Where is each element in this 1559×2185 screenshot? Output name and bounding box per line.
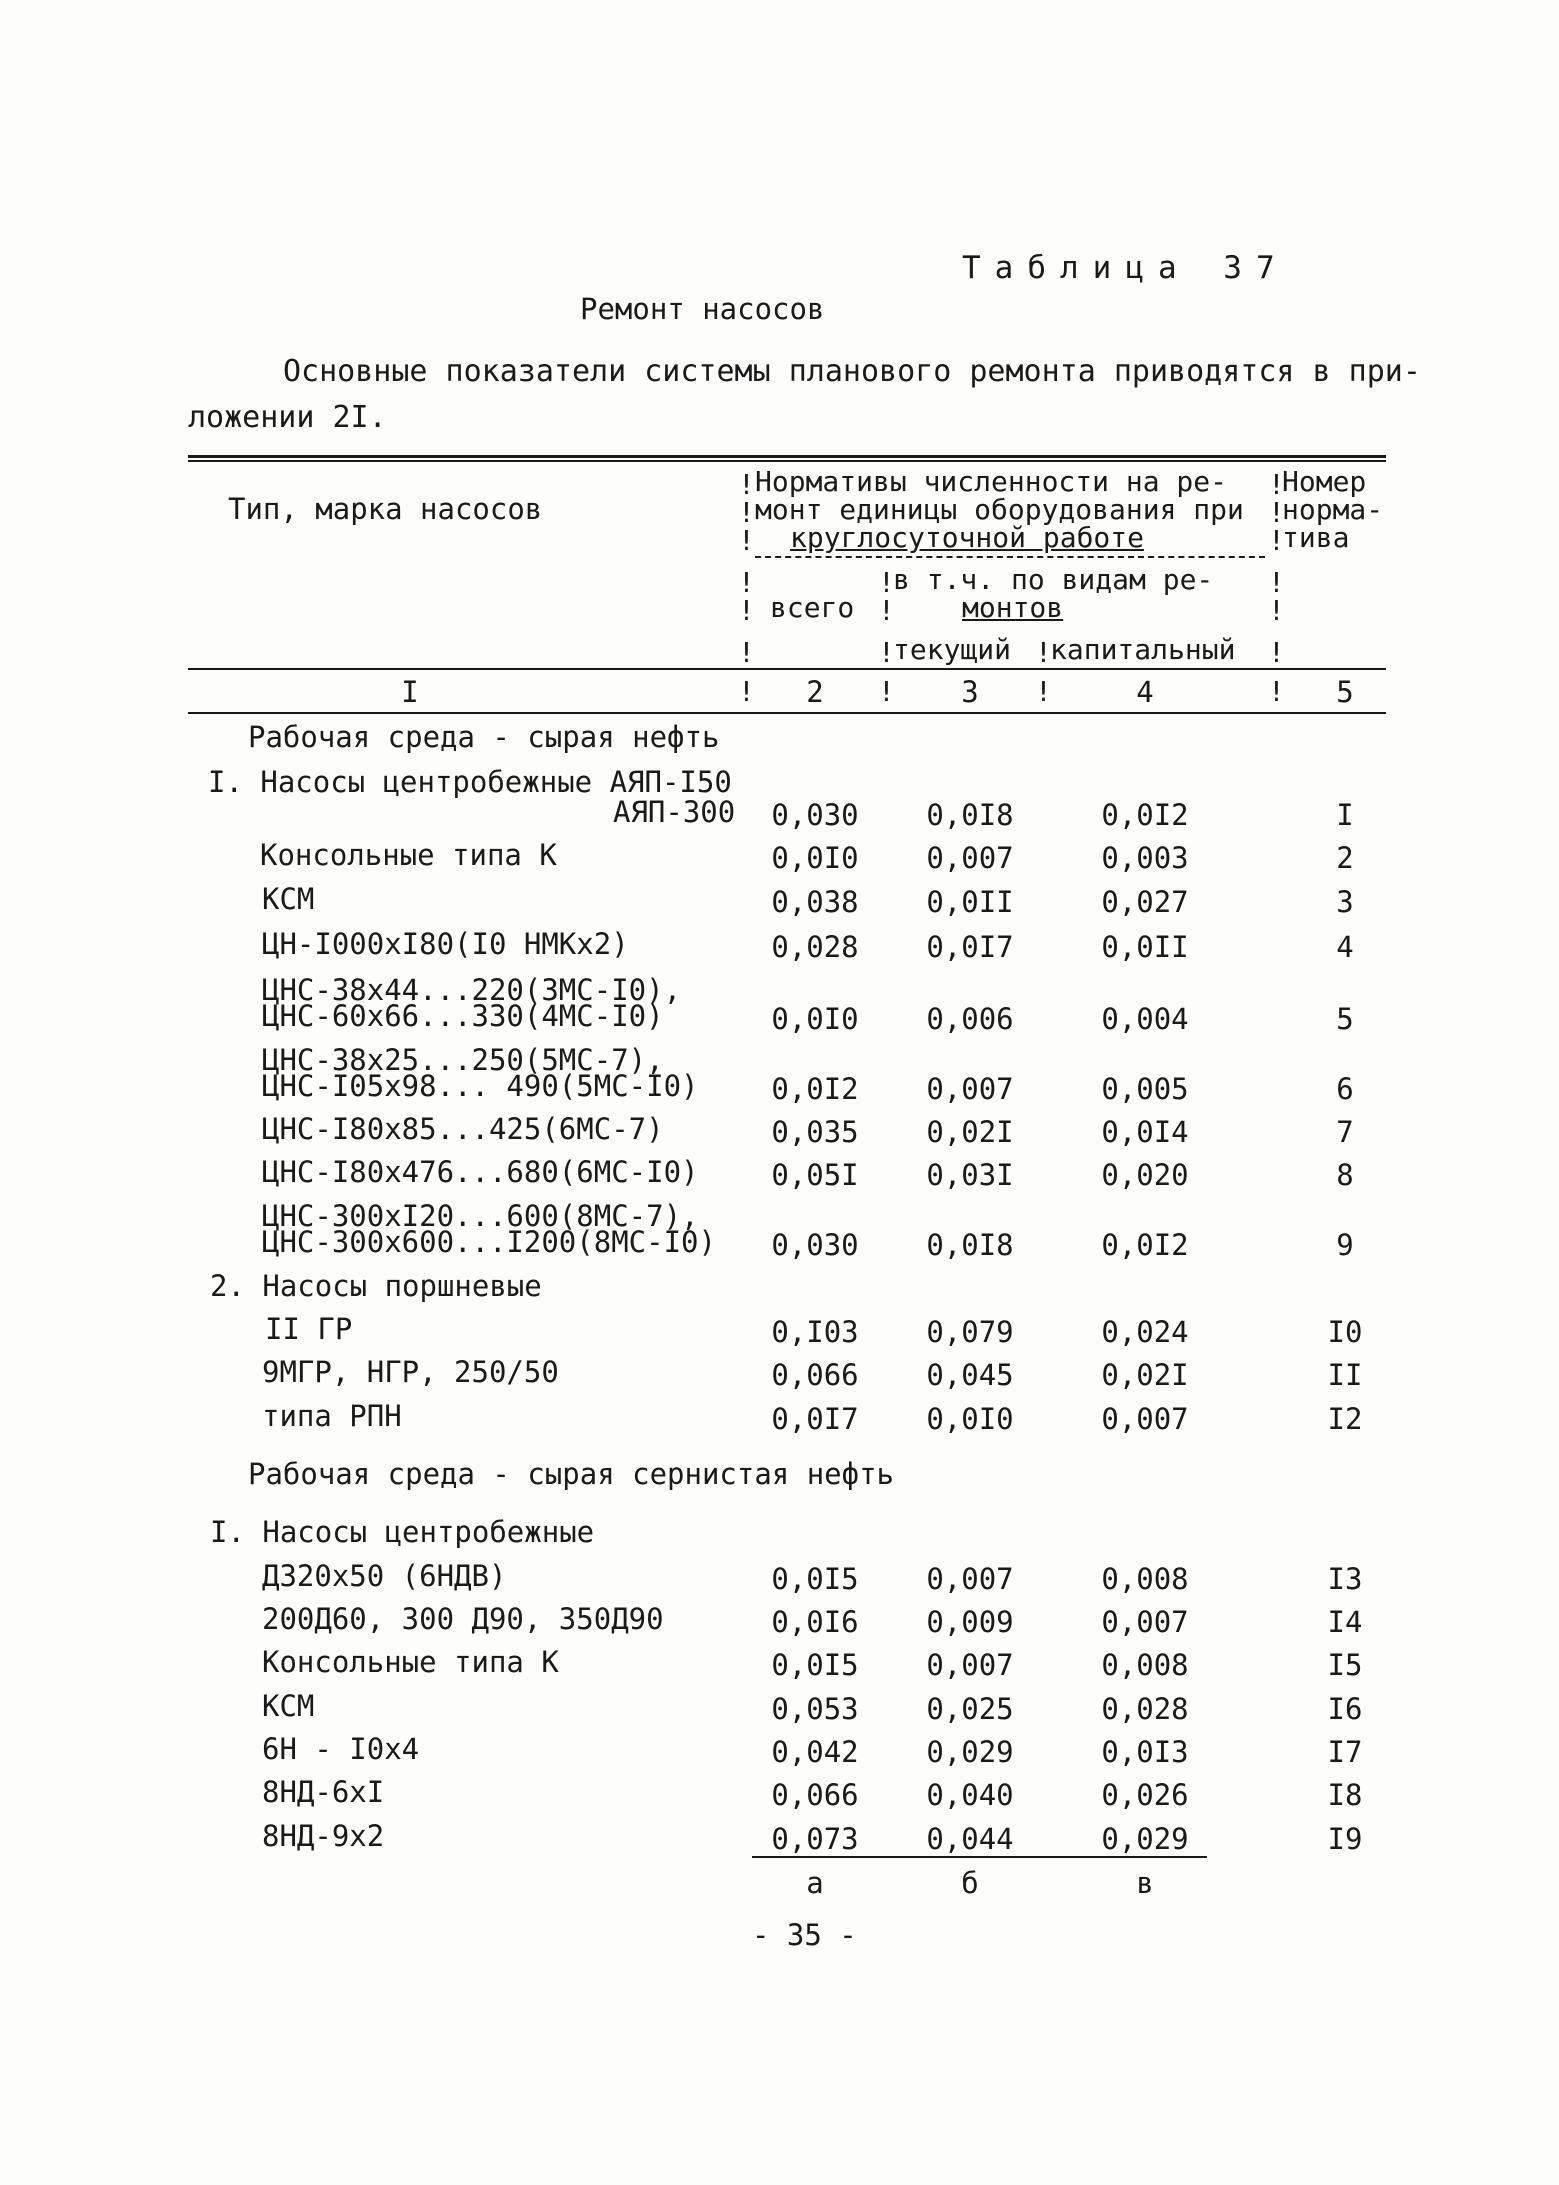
cell-total: 0,053 [771,1692,859,1726]
header-bang: ! [878,636,895,669]
header-bang: ! [878,566,895,599]
cell-capital: 0,0I2 [1101,1228,1189,1262]
colnum-bang: ! [878,675,895,708]
section-heading: Рабочая среда - сырая нефть [248,720,720,754]
cell-total: 0,0I5 [771,1648,859,1682]
cell-norm-no: I6 [1327,1692,1363,1726]
cell-capital: 0,0II [1101,930,1189,964]
colnum-bang: ! [1035,675,1052,708]
cell-capital: 0,028 [1101,1692,1189,1726]
cell-total: 0,066 [771,1358,859,1392]
header-sub-line-1: в т.ч. по видам ре- [893,563,1214,596]
cell-current: 0,007 [926,1648,1014,1682]
cell-norm-no: 7 [1336,1115,1354,1149]
cell-current: 0,02I [926,1115,1014,1149]
cell-total: 0,05I [771,1158,859,1192]
cell-total: 0,066 [771,1778,859,1812]
colnum-3: 3 [961,675,979,709]
cell-norm-no: I7 [1327,1735,1363,1769]
header-bang: ! [738,636,755,669]
cell-total: 0,030 [771,1228,859,1262]
group-heading: 2. Насосы поршневые [210,1269,542,1303]
header-bang: ! [1268,636,1285,669]
section-heading: Рабочая среда - сырая сернистая нефть [248,1457,895,1491]
row-name: типа РПН [262,1399,402,1433]
cell-capital: 0,004 [1101,1002,1189,1036]
row-name: ЦНС-38х25...250(5МС-7), [262,1043,664,1077]
colnum-bottom-rule [188,712,1386,714]
cell-current: 0,0I0 [926,1402,1014,1436]
cell-current: 0,0I8 [926,1228,1014,1262]
table-top-rule-2 [188,460,1386,462]
cell-capital: 0,02I [1101,1358,1189,1392]
cell-total: 0,073 [771,1822,859,1856]
cell-norm-no: 4 [1336,930,1354,964]
header-bang: ! [1268,468,1285,501]
row-name: 9МГР, НГР, 250/50 [262,1355,559,1389]
header-group-line-2: монт единицы оборудования при [755,493,1244,526]
row-name: КСМ [262,1689,315,1723]
header-sub-line-2: монтов [962,591,1064,624]
row-name: АЯП-300 [613,795,736,829]
header-group-line-3: круглосуточной работе [790,521,1145,554]
cell-current: 0,045 [926,1358,1014,1392]
header-bang: ! [738,468,755,501]
row-name: II ГР [265,1312,353,1346]
cell-norm-no: I4 [1327,1605,1363,1639]
cell-capital: 0,0I4 [1101,1115,1189,1149]
cell-norm-no: I9 [1327,1822,1363,1856]
cell-total: 0,028 [771,930,859,964]
cell-total: 0,I03 [771,1315,859,1349]
cell-total: 0,0I7 [771,1402,859,1436]
row-name: 6Н - I0х4 [262,1732,420,1766]
row-name: ЦНС-38х44...220(3МС-I0), [262,973,682,1007]
header-norm-line-3: тива [1282,521,1350,554]
row-name: 8НД-6хI [262,1775,385,1809]
colnum-4: 4 [1136,675,1154,709]
cell-total: 0,0I0 [771,1002,859,1036]
cell-current: 0,009 [926,1605,1014,1639]
header-col-capital: капитальный [1050,633,1236,666]
cell-capital: 0,026 [1101,1778,1189,1812]
cell-total: 0,042 [771,1735,859,1769]
cell-norm-no: 5 [1336,1002,1354,1036]
row-name: ЦНС-I80х85...425(6МС-7) [262,1112,664,1146]
cell-norm-no: I5 [1327,1648,1363,1682]
cell-capital: 0,027 [1101,885,1189,919]
page-title: Ремонт насосов [580,292,825,326]
row-name: Д320х50 (6НДВ) [262,1559,507,1593]
cell-norm-no: I8 [1327,1778,1363,1812]
table-label: Таблица 37 [962,250,1289,286]
cell-current: 0,007 [926,1072,1014,1106]
cell-capital: 0,029 [1101,1822,1189,1856]
cell-current: 0,0I8 [926,798,1014,832]
header-col-type: Тип, марка насосов [228,492,543,526]
header-norm-line-2: норма- [1282,493,1384,526]
cell-capital: 0,003 [1101,841,1189,875]
cell-total: 0,035 [771,1115,859,1149]
row-name-2: ЦНС-60х66...330(4МС-I0) [262,999,664,1033]
header-norm-line-1: Номер [1282,465,1367,498]
row-name: Консольные типа К [260,838,557,872]
cell-current: 0,0II [926,885,1014,919]
cell-norm-no: I0 [1327,1315,1363,1349]
header-group-line-1: Нормативы численности на ре- [755,465,1228,498]
page-number: - 35 - [752,1918,857,1952]
cell-capital: 0,007 [1101,1402,1189,1436]
header-col-current: текущий [893,633,1012,666]
row-name: Консольные типа К [262,1645,559,1679]
header-bottom-rule [188,668,1386,670]
header-col-total: всего [770,591,855,624]
cell-norm-no: II [1327,1358,1363,1392]
header-bang: ! [738,524,755,557]
cell-capital: 0,008 [1101,1648,1189,1682]
row-name: ЦН-I000хI80(I0 НМКх2) [262,927,629,961]
row-name: 8НД-9х2 [262,1819,385,1853]
table-top-rule [188,455,1386,458]
cell-capital: 0,005 [1101,1072,1189,1106]
cell-current: 0,044 [926,1822,1014,1856]
cell-norm-no: 9 [1336,1228,1354,1262]
cell-current: 0,025 [926,1692,1014,1726]
footnote-letter-c: в [1136,1866,1154,1900]
intro-line-1: Основные показатели системы планового ремонта приводятся в при- [283,354,1421,389]
cell-capital: 0,020 [1101,1158,1189,1192]
cell-capital: 0,007 [1101,1605,1189,1639]
cell-norm-no: 2 [1336,841,1354,875]
cell-capital: 0,024 [1101,1315,1189,1349]
header-bang: ! [1035,636,1052,669]
row-name-2: ЦНС-I05х98... 490(5МС-I0) [262,1069,699,1103]
colnum-1: I [401,675,419,709]
cell-current: 0,040 [926,1778,1014,1812]
row-name-2: ЦНС-300х600...I200(8МС-I0) [262,1225,716,1259]
cell-total: 0,0I2 [771,1072,859,1106]
cell-total: 0,030 [771,798,859,832]
row-name: ЦНС-I80х476...680(6МС-I0) [262,1155,699,1189]
cell-norm-no: I3 [1327,1562,1363,1596]
cell-current: 0,006 [926,1002,1014,1036]
cell-norm-no: I2 [1327,1402,1363,1436]
values-bottom-rule [752,1856,1207,1858]
header-bang: ! [738,594,755,627]
cell-norm-no: 3 [1336,885,1354,919]
row-name: КСМ [262,882,315,916]
cell-norm-no: 6 [1336,1072,1354,1106]
cell-norm-no: I [1336,798,1354,832]
cell-norm-no: 8 [1336,1158,1354,1192]
cell-capital: 0,0I3 [1101,1735,1189,1769]
intro-line-2: ложении 2I. [188,400,387,435]
cell-current: 0,03I [926,1158,1014,1192]
header-bang: ! [1268,496,1285,529]
header-bang: ! [738,496,755,529]
cell-total: 0,0I5 [771,1562,859,1596]
header-bang: ! [878,594,895,627]
cell-total: 0,038 [771,885,859,919]
header-bang: ! [1268,566,1285,599]
header-bang: ! [1268,524,1285,557]
cell-capital: 0,0I2 [1101,798,1189,832]
row-name: 200Д60, 300 Д90, 350Д90 [262,1602,664,1636]
cell-current: 0,0I7 [926,930,1014,964]
cell-current: 0,007 [926,1562,1014,1596]
cell-total: 0,0I6 [771,1605,859,1639]
colnum-bang: ! [738,675,755,708]
cell-total: 0,0I0 [771,841,859,875]
group-heading: I. Насосы центробежные АЯП-I50 [208,765,732,799]
footnote-letter-b: б [961,1866,979,1900]
footnote-letter-a: а [806,1866,824,1900]
header-bang: ! [1268,594,1285,627]
cell-current: 0,029 [926,1735,1014,1769]
colnum-5: 5 [1336,675,1354,709]
cell-capital: 0,008 [1101,1562,1189,1596]
header-group-rule [755,556,1265,558]
colnum-bang: ! [1268,675,1285,708]
group-heading: I. Насосы центробежные [210,1515,595,1549]
header-bang: ! [738,566,755,599]
cell-current: 0,079 [926,1315,1014,1349]
colnum-2: 2 [806,675,824,709]
cell-current: 0,007 [926,841,1014,875]
row-name: ЦНС-300хI20...600(8МС-7), [262,1199,699,1233]
